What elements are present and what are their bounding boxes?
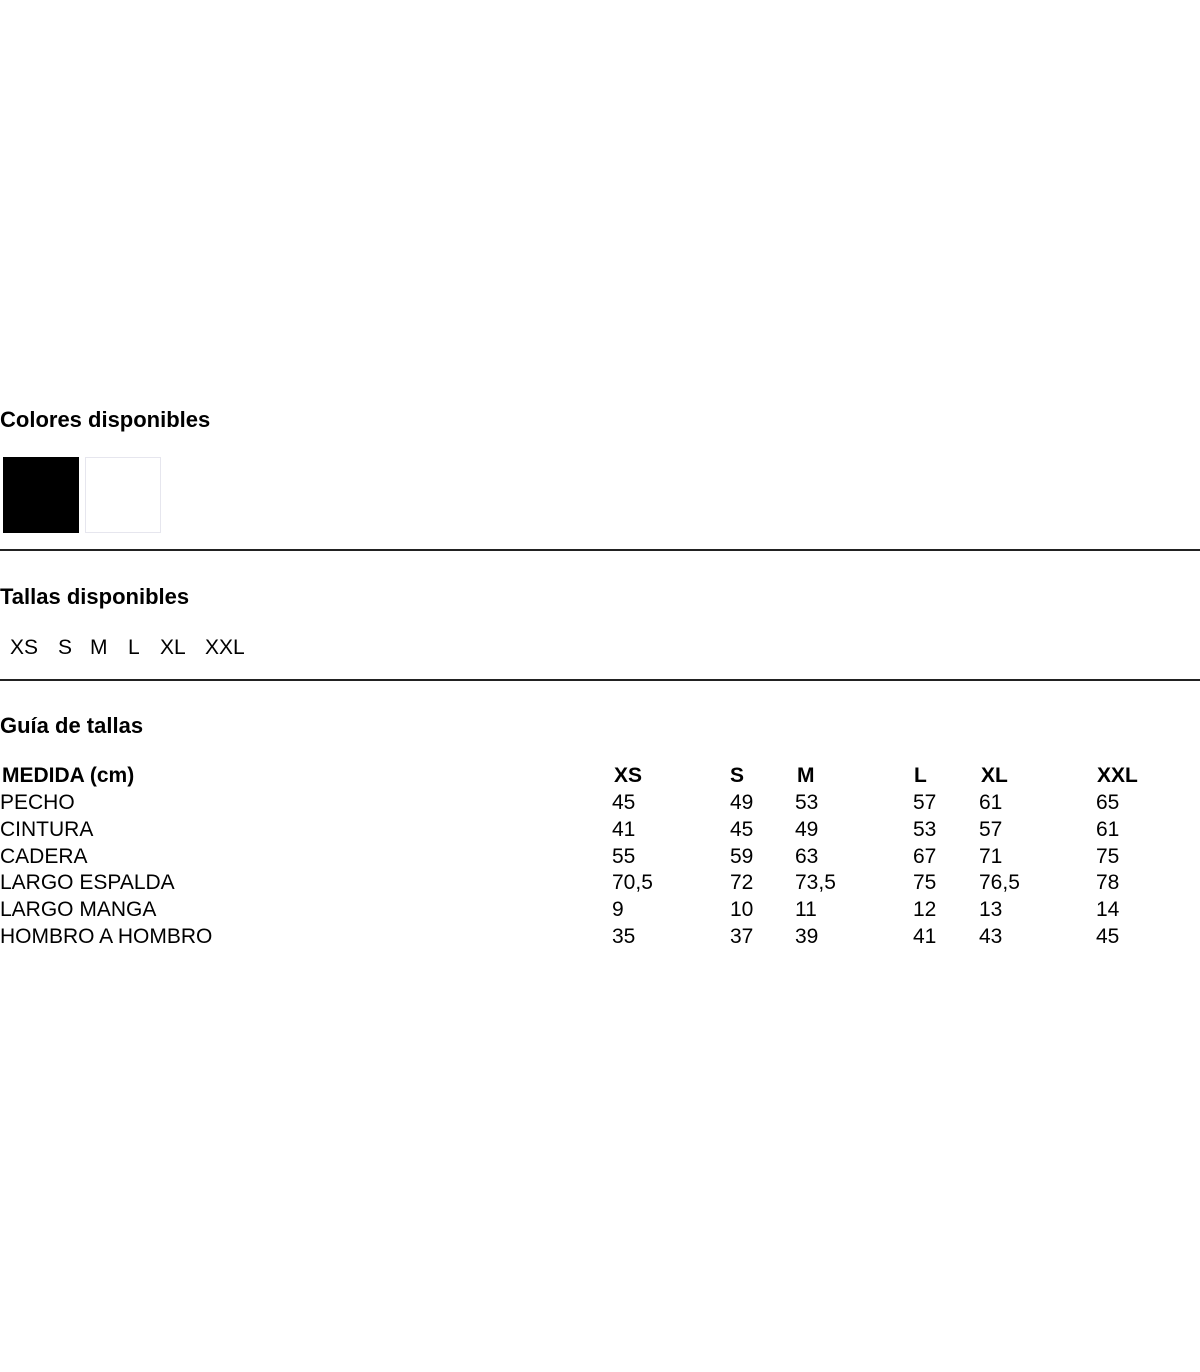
table-cell: 9 bbox=[612, 898, 624, 922]
table-cell: 71 bbox=[979, 844, 1003, 868]
table-cell: 45 bbox=[1096, 925, 1120, 948]
table-header-xxl: XXL bbox=[1097, 764, 1138, 787]
table-row-label: HOMBRO A HOMBRO bbox=[0, 925, 213, 948]
table-cell: 75 bbox=[913, 871, 937, 895]
table-cell: 12 bbox=[913, 898, 937, 922]
size-option-xs[interactable]: XS bbox=[10, 636, 39, 659]
table-cell: 10 bbox=[730, 898, 754, 922]
table-cell: 35 bbox=[612, 925, 636, 948]
table-cell: 45 bbox=[612, 791, 636, 814]
table-header-s: S bbox=[730, 764, 745, 787]
table-cell: 11 bbox=[795, 898, 817, 922]
table-header-xl: XL bbox=[981, 764, 1008, 787]
table-cell: 57 bbox=[979, 817, 1003, 841]
size-option-xl[interactable]: XL bbox=[160, 636, 186, 659]
table-row-label: CADERA bbox=[0, 844, 88, 868]
table-cell: 45 bbox=[730, 817, 754, 841]
table-cell: 67 bbox=[913, 844, 937, 868]
section-divider bbox=[0, 549, 1200, 551]
table-cell: 61 bbox=[1096, 817, 1120, 841]
table-cell: 55 bbox=[612, 844, 636, 868]
table-cell: 37 bbox=[730, 925, 754, 948]
colors-heading: Colores disponibles bbox=[0, 407, 211, 432]
table-cell: 59 bbox=[730, 844, 754, 868]
table-cell: 72 bbox=[730, 871, 754, 895]
table-header-m: M bbox=[797, 764, 815, 787]
table-row-label: CINTURA bbox=[0, 817, 94, 841]
table-cell: 14 bbox=[1096, 898, 1120, 922]
table-row-label: LARGO MANGA bbox=[0, 898, 157, 922]
table-cell: 13 bbox=[979, 898, 1003, 922]
table-cell: 70,5 bbox=[612, 871, 653, 895]
table-cell: 53 bbox=[795, 791, 819, 814]
table-cell: 63 bbox=[795, 844, 819, 868]
size-option-l[interactable]: L bbox=[128, 636, 140, 659]
table-cell: 49 bbox=[795, 817, 819, 841]
table-cell: 41 bbox=[913, 925, 937, 948]
table-cell: 41 bbox=[612, 817, 636, 841]
table-cell: 39 bbox=[795, 925, 819, 948]
table-cell: 57 bbox=[913, 791, 937, 814]
table-cell: 78 bbox=[1096, 871, 1120, 895]
table-header-l: L bbox=[914, 764, 927, 787]
table-cell: 61 bbox=[979, 791, 1003, 814]
table-cell: 75 bbox=[1096, 844, 1120, 868]
color-swatch-black[interactable] bbox=[3, 457, 79, 533]
size-guide-heading: Guía de tallas bbox=[0, 713, 144, 738]
color-swatch-white[interactable] bbox=[85, 457, 161, 533]
table-header-xs: XS bbox=[614, 764, 643, 787]
table-row-label: LARGO ESPALDA bbox=[0, 871, 175, 895]
size-option-xxl[interactable]: XXL bbox=[205, 636, 245, 659]
table-cell: 49 bbox=[730, 791, 754, 814]
size-option-m[interactable]: M bbox=[90, 636, 108, 659]
table-cell: 53 bbox=[913, 817, 937, 841]
table-row-label: PECHO bbox=[0, 791, 75, 814]
section-divider bbox=[0, 679, 1200, 681]
size-option-s[interactable]: S bbox=[58, 636, 73, 659]
table-cell: 73,5 bbox=[795, 871, 836, 895]
table-cell: 43 bbox=[979, 925, 1003, 948]
table-header-medida: MEDIDA (cm) bbox=[2, 764, 135, 787]
table-cell: 65 bbox=[1096, 791, 1120, 814]
table-cell: 76,5 bbox=[979, 871, 1020, 895]
sizes-heading: Tallas disponibles bbox=[0, 584, 190, 609]
